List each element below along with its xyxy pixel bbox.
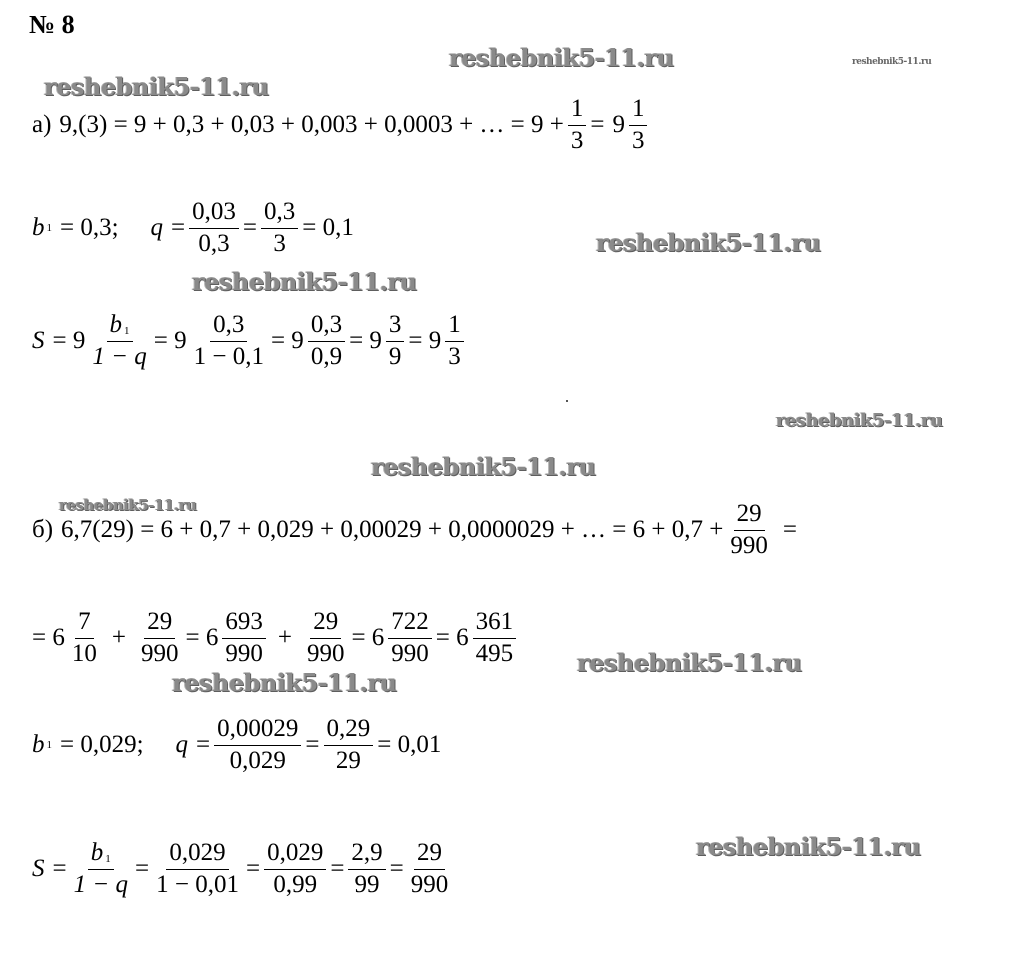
problem-number: № 8 (29, 10, 75, 39)
equals-six: = 6 (435, 624, 469, 651)
b1-subscript: 1 (46, 739, 52, 751)
equals-sign: = (134, 855, 150, 882)
equals-six: = 6 (351, 624, 385, 651)
fraction (89, 312, 149, 370)
denominator: 3 (448, 342, 461, 370)
equals-nine: = 9 (270, 327, 304, 354)
fraction (222, 609, 266, 667)
part-b-series-line (32, 502, 797, 558)
numerator: 29 (414, 840, 445, 869)
fraction (308, 312, 345, 370)
q-symbol: q (150, 214, 164, 241)
watermark: reshebnik5-11.ru (696, 832, 921, 861)
watermark: reshebnik5-11.ru (371, 452, 596, 481)
equals-sign: = (782, 516, 797, 543)
watermark: reshebnik5-11.ru (776, 410, 943, 431)
part-b-b1-q-line (32, 716, 441, 774)
fraction (264, 840, 326, 898)
denominator: 990 (225, 639, 263, 667)
fraction (324, 716, 374, 774)
numerator: 0,3 (261, 199, 298, 228)
part-a-series: 9,(3) = 9 + 0,3 + 0,03 + 0,003 + 0,0003 + … = 9 + (59, 111, 564, 138)
fraction (629, 96, 648, 154)
equals-sign: = (52, 855, 67, 882)
numerator: 693 (222, 609, 266, 638)
denominator: 99 (354, 870, 380, 898)
s-symbol: S (32, 855, 45, 882)
numerator: 7 (75, 609, 94, 638)
equals-nine: = 9 (349, 327, 382, 354)
fraction (348, 840, 385, 898)
fraction (191, 312, 267, 370)
equals-sign: = (196, 731, 211, 758)
fraction (727, 501, 771, 559)
numerator: 1 (568, 96, 587, 125)
watermark: reshebnik5-11.ru (449, 43, 674, 72)
q-result: = 0,01 (377, 731, 442, 758)
numerator: 0,029 (264, 840, 326, 869)
stray-dot (566, 400, 568, 402)
denominator: 0,99 (273, 870, 318, 898)
denominator: 3 (273, 229, 286, 257)
fraction (71, 840, 131, 898)
numerator: 0,03 (189, 199, 239, 228)
b1-symbol: b (32, 731, 45, 758)
s-equals-nine: = 9 (52, 327, 86, 354)
fraction (153, 840, 242, 898)
part-b-sum-line (32, 838, 455, 900)
mixed-number (612, 96, 651, 154)
fraction (445, 312, 464, 370)
equals-sign: = (590, 111, 605, 138)
fraction (261, 199, 298, 257)
equals-six: = 6 (185, 624, 219, 651)
denominator: 1 − q (92, 342, 147, 370)
numerator: 1 (629, 96, 648, 125)
denominator: 10 (71, 639, 97, 667)
denominator: 990 (306, 639, 345, 667)
numerator: 3 (386, 312, 405, 341)
part-a-b1-q-line (32, 200, 354, 256)
denominator: 3 (631, 126, 645, 154)
denominator: 29 (335, 746, 361, 774)
equals-sign: = (242, 214, 258, 241)
s-symbol: S (32, 327, 45, 354)
numerator: 0,00029 (214, 716, 301, 745)
fraction (214, 716, 301, 774)
denominator: 990 (140, 639, 179, 667)
fraction (69, 609, 100, 667)
numerator: 2,9 (348, 840, 385, 869)
part-a-sum-line (32, 311, 468, 371)
equals-nine: = 9 (153, 327, 187, 354)
numerator: b 1 (88, 840, 114, 869)
fraction (304, 609, 348, 667)
equals-sign: = (330, 855, 345, 882)
numerator: 722 (388, 609, 432, 638)
b1-value: = 0,3; (60, 214, 119, 241)
numerator: 29 (144, 609, 175, 638)
denominator: 1 − 0,1 (193, 342, 264, 370)
denominator: 1 − q (73, 870, 128, 898)
denominator: 9 (388, 342, 402, 370)
equals-sign: = (305, 731, 320, 758)
numerator: b 1 (107, 312, 133, 341)
equals-sign: = (245, 855, 261, 882)
fraction (568, 96, 587, 154)
fraction (408, 840, 452, 898)
numerator: 361 (473, 609, 517, 638)
equals-six: = 6 (32, 624, 65, 651)
denominator: 0,029 (229, 746, 286, 774)
equals-sign: = (171, 214, 186, 241)
numerator: 0,3 (308, 312, 345, 341)
numerator: 0,3 (210, 312, 247, 341)
denominator: 990 (410, 870, 449, 898)
denominator: 990 (391, 639, 429, 667)
watermark: reshebnik5-11.ru (192, 267, 417, 296)
b1-symbol: b (32, 214, 45, 241)
watermark: reshebnik5-11.ru (172, 668, 397, 697)
watermark: reshebnik5-11.ru (852, 57, 932, 67)
denominator: 1 − 0,01 (156, 870, 239, 898)
part-b-label: б) (32, 516, 54, 543)
denominator: 0,3 (198, 229, 230, 257)
part-b-continuation-line (32, 610, 520, 666)
b1-subscript: 1 (46, 222, 52, 234)
watermark: reshebnik5-11.ru (44, 72, 269, 101)
equals-sign: = (389, 855, 404, 882)
q-result: = 0,1 (302, 214, 354, 241)
plus-sign: + (111, 624, 126, 651)
whole-part: 9 (612, 111, 625, 138)
b1-value: = 0,029; (60, 731, 144, 758)
fraction (473, 609, 517, 667)
part-b-series: 6,7(29) = 6 + 0,7 + 0,029 + 0,00029 + 0,0000029 + … = 6 + 0,7 + (61, 516, 724, 543)
q-symbol: q (175, 731, 189, 758)
fraction (189, 199, 239, 257)
denominator: 990 (730, 531, 768, 559)
watermark: reshebnik5-11.ru (596, 228, 821, 257)
denominator: 3 (570, 126, 584, 154)
denominator: 0,9 (310, 342, 343, 370)
fraction (138, 609, 182, 667)
part-a-label: а) (32, 111, 52, 138)
numerator: 0,29 (324, 716, 374, 745)
equals-nine: = 9 (408, 327, 442, 354)
fraction (388, 609, 432, 667)
numerator: 29 (734, 501, 765, 530)
fraction (386, 312, 405, 370)
plus-sign: + (277, 624, 292, 651)
part-a-series-line (32, 95, 651, 154)
watermark: reshebnik5-11.ru (577, 648, 802, 677)
denominator: 495 (475, 639, 514, 667)
numerator: 1 (445, 312, 464, 341)
numerator: 29 (310, 609, 341, 638)
watermark: reshebnik5-11.ru (59, 496, 197, 514)
numerator: 0,029 (166, 840, 228, 869)
